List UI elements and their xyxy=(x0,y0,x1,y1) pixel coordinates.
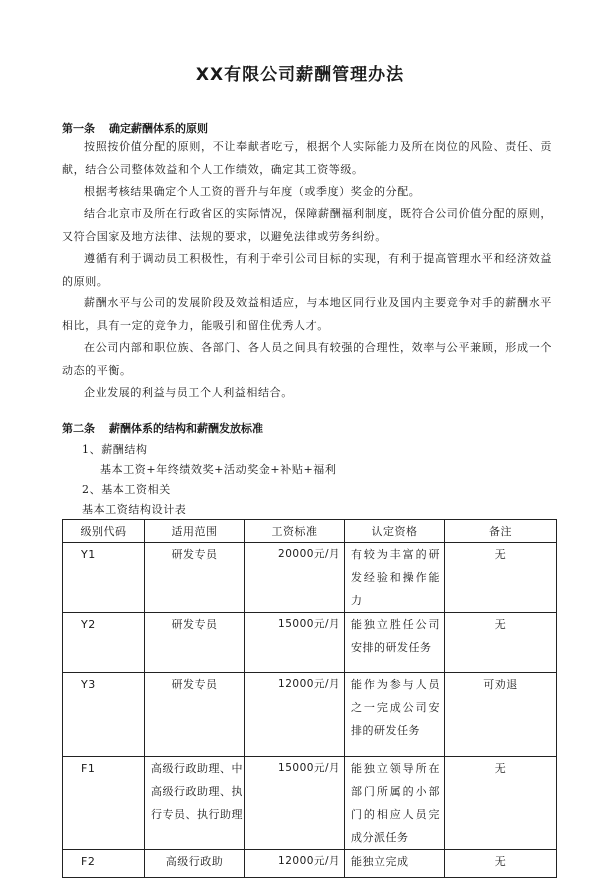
qualification-text: 有较为丰富的研发经验和操作能力 xyxy=(351,548,440,607)
cell-standard: 20000元/月 xyxy=(245,543,345,613)
cell-qualification xyxy=(345,543,445,613)
section-1-number: 第一条 xyxy=(62,122,95,135)
salary-structure-formula: 基本工资+年终绩效奖+活动奖金+补贴+福利 xyxy=(100,463,337,476)
document-title: XX有限公司薪酬管理办法 xyxy=(195,65,405,85)
qualification-text: 能独立胜任公司安排的研发任务 xyxy=(351,618,440,654)
cell-standard: 12000元/月 xyxy=(245,673,345,757)
item-base-salary: 2、基本工资相关 xyxy=(82,483,171,496)
section-1-heading xyxy=(62,120,208,136)
paragraph-2: 根据考核结果确定个人工资的晋升与年度（或季度）奖金的分配。 xyxy=(84,185,421,198)
paragraph-1: 按照按价值分配的原则，不让奉献者吃亏，根据个人实际能力及所在岗位的风险、责任、贡献，结合公司整体效益和个人工作绩效，确定其工资等级。 xyxy=(62,140,552,176)
cell-scope: 研发专员 xyxy=(145,543,245,613)
cell-note: 可劝退 xyxy=(445,673,557,757)
paragraph-7: 企业发展的利益与员工个人利益相结合。 xyxy=(84,386,293,399)
cell-standard: 12000元/月 xyxy=(245,850,345,878)
table-caption: 基本工资结构设计表 xyxy=(82,503,187,516)
cell-code: Y2 xyxy=(63,613,145,673)
cell-qualification xyxy=(345,850,445,878)
base-salary-table xyxy=(62,519,557,878)
cell-code: F1 xyxy=(63,757,145,850)
table-row xyxy=(63,613,557,673)
table-row xyxy=(63,757,557,850)
paragraph-6: 在公司内部和职位族、各部门、各人员之间具有较强的合理性，效率与公平兼顾，形成一个动态的平衡。 xyxy=(62,341,552,377)
cell-note: 无 xyxy=(445,757,557,850)
cell-code: Y3 xyxy=(63,673,145,757)
paragraph-3: 结合北京市及所在行政省区的实际情况，保障薪酬福利制度，既符合公司价值分配的原则，又符合国家及地方法律、法规的要求，以避免法律或劳务纠纷。 xyxy=(62,207,552,243)
cell-standard: 15000元/月 xyxy=(245,757,345,850)
cell-note: 无 xyxy=(445,850,557,878)
cell-qualification xyxy=(345,673,445,757)
cell-scope: 高级行政助 xyxy=(145,850,245,878)
cell-scope: 研发专员 xyxy=(145,673,245,757)
paragraph-5: 薪酬水平与公司的发展阶段及效益相适应，与本地区同行业及国内主要竞争对手的薪酬水平相比，具有一定的竞争力，能吸引和留住优秀人才。 xyxy=(62,296,552,332)
cell-code: Y1 xyxy=(63,543,145,613)
section-1-title: 确定薪酬体系的原则 xyxy=(109,122,208,135)
cell-scope: 高级行政助理、中高级行政助理、执行专员、执行助理 xyxy=(145,757,245,850)
table-row xyxy=(63,850,557,878)
qualification-text: 能独立完成 xyxy=(351,855,409,868)
cell-note: 无 xyxy=(445,543,557,613)
qualification-text: 能作为参与人员之一完成公司安排的研发任务 xyxy=(351,678,440,737)
header-standard: 工资标准 xyxy=(245,520,345,543)
cell-qualification xyxy=(345,613,445,673)
cell-standard: 15000元/月 xyxy=(245,613,345,673)
qualification-text: 能独立领导所在部门所属的小部门的相应人员完成分派任务 xyxy=(351,762,440,844)
cell-code: F2 xyxy=(63,850,145,878)
table-row xyxy=(63,673,557,757)
section-2-number: 第二条 xyxy=(62,422,95,435)
paragraph-4: 遵循有利于调动员工积极性，有利于牵引公司目标的实现，有利于提高管理水平和经济效益的原则。 xyxy=(62,252,552,288)
cell-scope: 研发专员 xyxy=(145,613,245,673)
table-header-row xyxy=(63,520,557,543)
table-row xyxy=(63,543,557,613)
section-2-heading xyxy=(62,420,263,436)
section-2-title: 薪酬体系的结构和薪酬发放标准 xyxy=(109,422,263,435)
header-scope: 适用范围 xyxy=(145,520,245,543)
item-salary-structure: 1、薪酬结构 xyxy=(82,443,148,456)
cell-note: 无 xyxy=(445,613,557,673)
header-qualification: 认定资格 xyxy=(345,520,445,543)
header-code: 级别代码 xyxy=(63,520,145,543)
header-note: 备注 xyxy=(445,520,557,543)
cell-qualification xyxy=(345,757,445,850)
